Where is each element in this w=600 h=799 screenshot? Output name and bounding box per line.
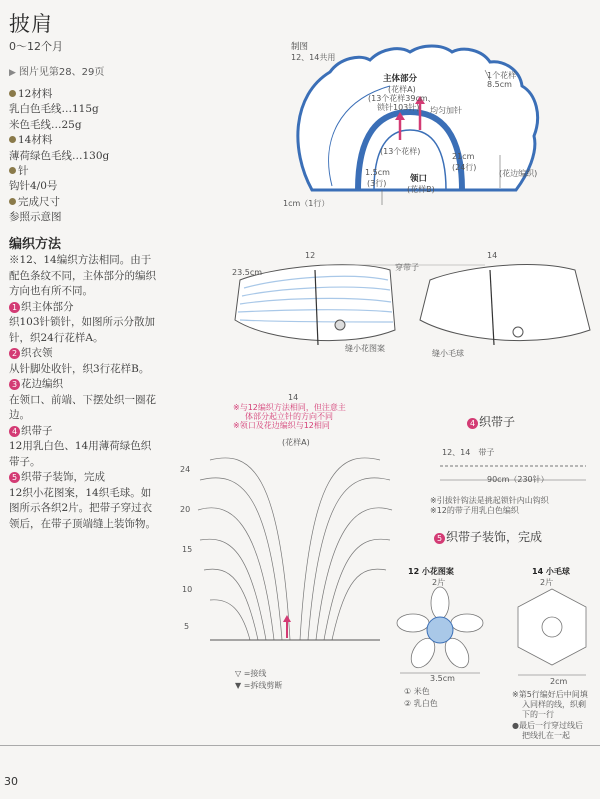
- needle-label: 针: [18, 165, 29, 178]
- step-number-2: 2: [9, 348, 20, 359]
- page-title: 披肩: [9, 12, 53, 36]
- pompom-note-4: ●最后一行穿过线后: [512, 721, 583, 730]
- color-key-1: ① 米色: [404, 687, 430, 696]
- edging-label: (花边编织): [499, 169, 538, 178]
- cape-12-number: 12: [305, 251, 316, 260]
- step-1-title: 织主体部分: [21, 300, 74, 313]
- bullet-icon: [9, 198, 16, 205]
- schematic-diagram: [270, 40, 600, 215]
- rows-3: (3行): [367, 179, 387, 188]
- repeat-cm: 8.5cm: [487, 80, 512, 89]
- pompom-qty: 2片: [540, 578, 554, 587]
- main-part-chain: 锁针103针): [377, 103, 420, 112]
- step-1-body: 织103针锁针，如图所示分散加针，织24行花样A。: [9, 316, 156, 344]
- photo-reference: [9, 63, 104, 78]
- schematic-title: 制图: [291, 42, 309, 52]
- schematic-subtitle: 12、14共用: [291, 53, 336, 62]
- pompom-title: 14 小毛球: [532, 567, 570, 576]
- main-part-stitches: (13个花样39cm、: [368, 94, 436, 103]
- pompom-diagram: [512, 585, 592, 680]
- chart-note-3: ※领口及花边编织与12相同: [233, 421, 330, 430]
- row-label-15: 15: [182, 545, 193, 554]
- inner-repeats: (13个花样): [380, 147, 421, 156]
- step-2-title: 织衣领: [21, 347, 53, 359]
- cape-width: 23.5cm: [232, 268, 263, 277]
- needle-line: 钩针4/0号: [9, 180, 58, 193]
- method-heading: 编织方法: [9, 237, 62, 252]
- chart-pattern: (花样A): [282, 438, 310, 447]
- step-number-5b: 5: [434, 533, 445, 544]
- pompom-note-2: 入同样的线，织剩: [522, 700, 586, 709]
- size-line: 参照示意图: [9, 211, 62, 224]
- step-number-3: 3: [9, 379, 20, 390]
- height-21: 21cm: [452, 152, 475, 161]
- pompom-note-5: 把线扎在一起: [522, 731, 570, 740]
- step-5-body: 12织小花图案，14织毛球。如图所示各织2片。把带子穿过衣领后，在带子顶端缝上装饰物。: [9, 486, 156, 530]
- tie-note-2: ※12的带子用乳白色编织: [430, 506, 519, 515]
- collar-label: 领口: [410, 174, 428, 184]
- chart-arrow-head: [283, 615, 291, 622]
- method-intro: ※12、14编织方法相同。由于配色条纹不同，主体部分的编织方向也有所不同。: [9, 254, 156, 297]
- cape-14-number: 14: [487, 251, 498, 260]
- collar-pattern: (花样B): [407, 185, 435, 194]
- crochet-chart: [190, 440, 400, 650]
- edging-height: 1cm（1行）: [283, 199, 330, 208]
- row-label-24: 24: [180, 465, 191, 474]
- cape-12-flower: [335, 320, 345, 330]
- color-key-2: ② 乳白色: [404, 699, 438, 708]
- height-1-5: 1.5cm: [365, 168, 390, 177]
- ties-heading-text: 织带子: [479, 415, 516, 429]
- row-label-20: 20: [180, 505, 191, 514]
- materials-12-line2: 米色毛线…25g: [9, 118, 82, 131]
- flower-width: 3.5cm: [430, 674, 455, 683]
- chart-number: 14: [288, 393, 299, 402]
- photo-reference-text: 图片见第28、29页: [18, 67, 105, 78]
- deco-heading-text: 织带子装饰，完成: [446, 530, 543, 544]
- tie-note-1: ※引拔针钩法是挑起锁针内山钩织: [430, 496, 549, 505]
- main-part-pattern: (花样A): [388, 85, 416, 94]
- age-range: 0～12个月: [9, 40, 63, 53]
- step-number-5: 5: [9, 472, 20, 483]
- legend-cut-text: =拆线剪断: [243, 681, 283, 690]
- materials-14-label: 14材料: [18, 134, 53, 147]
- step-2-body: 从针脚处收针，织3行花样B。: [9, 362, 150, 375]
- step-4-body: 12用乳白色、14用薄荷绿色织带子。: [9, 440, 152, 468]
- legend-join: ▽ =接线: [235, 669, 267, 678]
- page-number: 30: [4, 775, 18, 788]
- row-label-5: 5: [184, 622, 190, 631]
- pompom-note-1: ※第5行编好后中间填: [512, 690, 588, 699]
- cape-14-pompom: [513, 327, 523, 337]
- step-3-body: 在领口、前端、下摆处织一圈花边。: [9, 393, 156, 421]
- materials-12-line1: 乳白色毛线…115g: [9, 103, 99, 116]
- flower-diagram: [395, 585, 485, 680]
- size-label: 完成尺寸: [18, 195, 60, 208]
- rows-24: (24行): [452, 163, 477, 172]
- step-3-title: 花边编织: [21, 378, 63, 390]
- triangle-icon: ▶: [9, 68, 16, 78]
- ties-heading: [467, 413, 515, 430]
- chart-right-wing: [300, 458, 392, 640]
- tie-length: 90cm（230针）: [487, 475, 549, 484]
- pompom-note-3: 下的一行: [522, 710, 554, 719]
- flower-qty: 2片: [432, 578, 446, 587]
- bullet-icon: [9, 90, 16, 97]
- pompom-width: 2cm: [550, 677, 568, 686]
- method-steps: [9, 253, 157, 532]
- materials-14-line1: 薄荷绿色毛线…130g: [9, 149, 110, 162]
- repeat-label: 1个花样: [487, 71, 517, 80]
- pompom-hexagon: [518, 589, 586, 665]
- row-label-10: 10: [182, 585, 193, 594]
- chart-left-wing: [198, 458, 290, 640]
- step-number-4b: 4: [467, 418, 478, 429]
- legend-join-text: =接线: [243, 669, 267, 678]
- pompom-sew-label: 缝小毛球: [432, 349, 464, 358]
- color-1: 米色: [413, 687, 430, 696]
- even-increase-label: 均匀加针: [430, 106, 462, 115]
- color-2: 乳白色: [413, 699, 438, 708]
- flower-title: 12 小花图案: [408, 567, 454, 576]
- tie-label: 穿带子: [395, 263, 419, 272]
- bullet-icon: [9, 136, 16, 143]
- main-part-label: 主体部分: [383, 74, 418, 84]
- legend-cut: ▼ =拆线剪断: [235, 681, 283, 690]
- step-number-1: 1: [9, 302, 20, 313]
- cape-14-body: [420, 265, 590, 341]
- chart-note-1: ※与12编织方法相同，但注意主: [233, 403, 346, 412]
- flower-center: [427, 617, 453, 643]
- chart-note-2: 体部分起立针的方向不同: [245, 412, 333, 421]
- step-4-title: 织带子: [21, 424, 53, 437]
- ties-sub: 12、14 带子: [442, 448, 495, 457]
- materials-list: [9, 87, 109, 226]
- footer-rule: [0, 745, 600, 746]
- flower-sew-label: 缝小花图案: [345, 344, 385, 353]
- deco-heading: [434, 528, 542, 545]
- materials-12-label: 12材料: [18, 88, 53, 100]
- step-5-title: 织带子装饰，完成: [21, 471, 105, 483]
- bullet-icon: [9, 167, 16, 174]
- step-number-4: 4: [9, 426, 20, 437]
